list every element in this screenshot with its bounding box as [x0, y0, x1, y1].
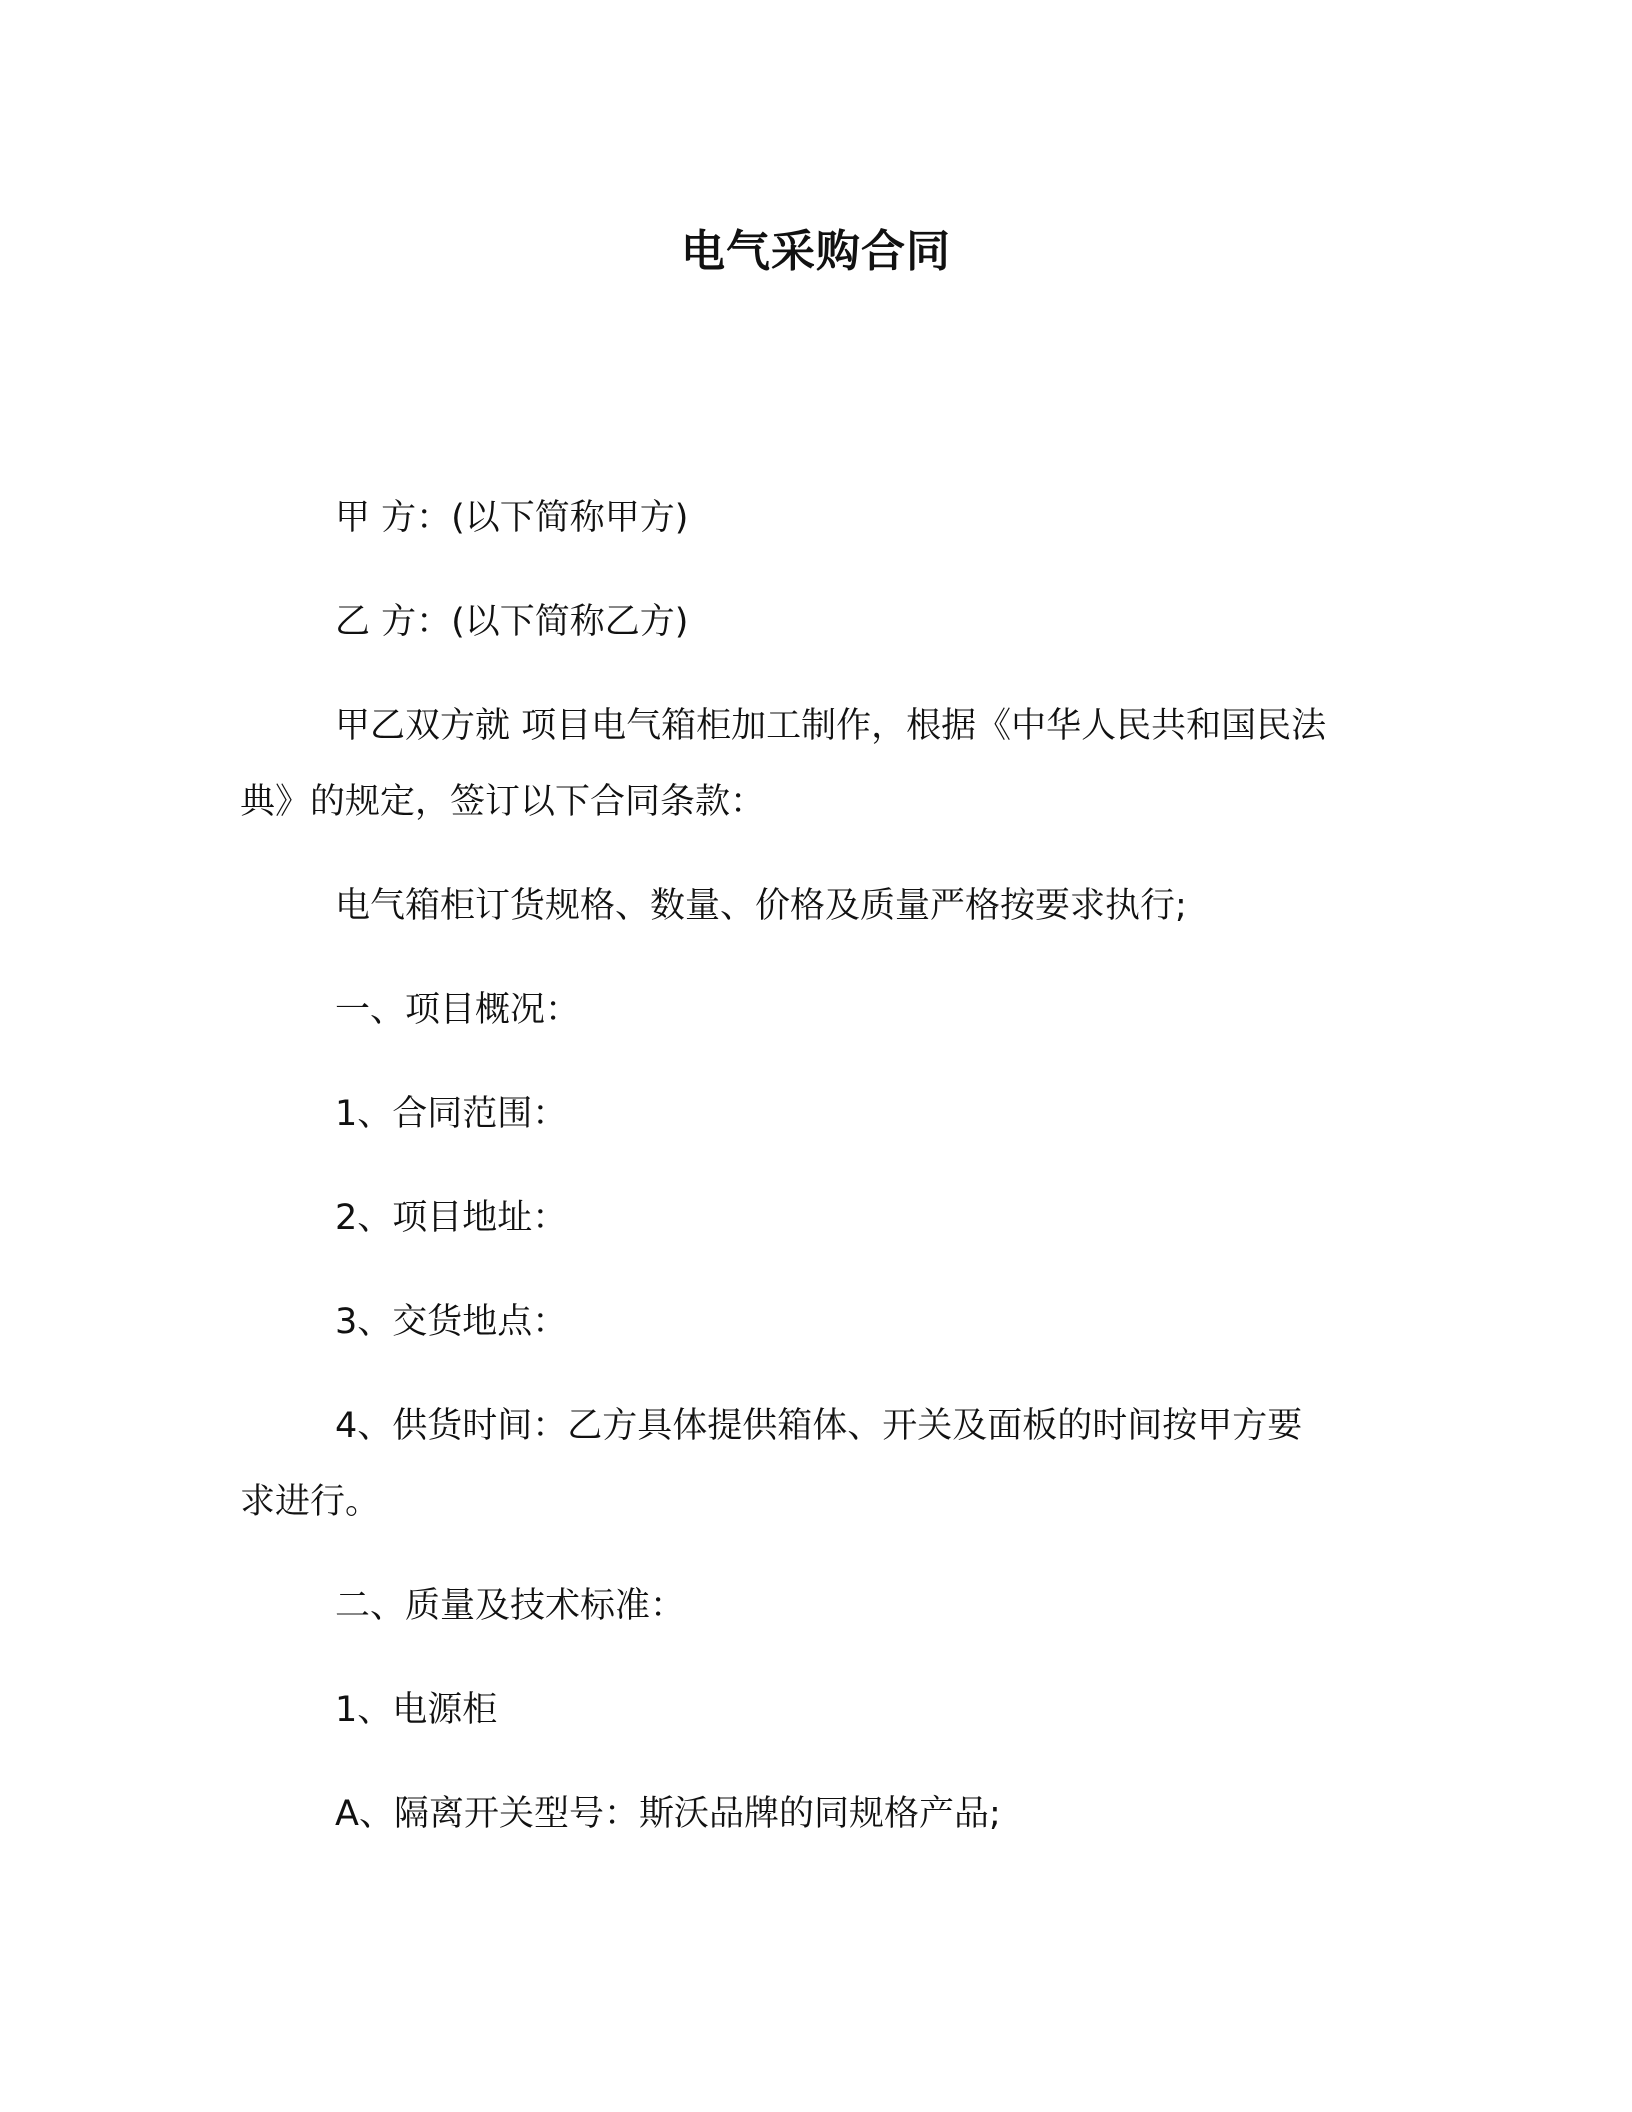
- party-a-line: [240, 480, 1390, 556]
- party-b-text: 乙 方：(以下简称乙方): [335, 602, 689, 642]
- item-3-text: 3、交货地点：: [335, 1302, 568, 1342]
- section-1-heading: [240, 972, 1390, 1048]
- item-2-line: [240, 1180, 1390, 1256]
- item-4-line1: [240, 1388, 1390, 1464]
- section-2-text: 二、质量及技术标准：: [335, 1586, 686, 1626]
- section-1-text: 一、项目概况：: [335, 990, 581, 1030]
- sub-item-a-line: [240, 1776, 1390, 1852]
- sub-item-a-text: A、隔离开关型号：斯沃品牌的同规格产品;: [335, 1794, 1001, 1834]
- spec-text: 电气箱柜订货规格、数量、价格及质量严格按要求执行;: [335, 886, 1187, 926]
- spec-line: [240, 868, 1390, 944]
- item-2-text: 2、项目地址：: [335, 1198, 568, 1238]
- sub-item-1-text: 1、电源柜: [335, 1690, 498, 1730]
- document-title: 电气采购合同: [681, 226, 951, 277]
- item-4-text-2: 求进行。: [240, 1482, 381, 1522]
- party-b-line: [240, 584, 1390, 660]
- intro-text-2: 典》的规定，签订以下合同条款：: [240, 782, 766, 822]
- item-4-line2: [240, 1464, 1390, 1540]
- party-a-text: 甲 方：(以下简称甲方): [335, 498, 689, 538]
- item-1-line: [240, 1076, 1390, 1152]
- sub-item-1-line: [240, 1672, 1390, 1748]
- intro-paragraph-line1: [240, 688, 1390, 764]
- item-4-text-1: 4、供货时间：乙方具体提供箱体、开关及面板的时间按甲方要: [335, 1406, 1303, 1446]
- intro-paragraph-line2: [240, 764, 1390, 840]
- intro-text-1: 甲乙双方就 项目电气箱柜加工制作，根据《中华人民共和国民法: [335, 706, 1327, 746]
- item-1-text: 1、合同范围：: [335, 1094, 568, 1134]
- section-2-heading: [240, 1568, 1390, 1644]
- item-3-line: [240, 1284, 1390, 1360]
